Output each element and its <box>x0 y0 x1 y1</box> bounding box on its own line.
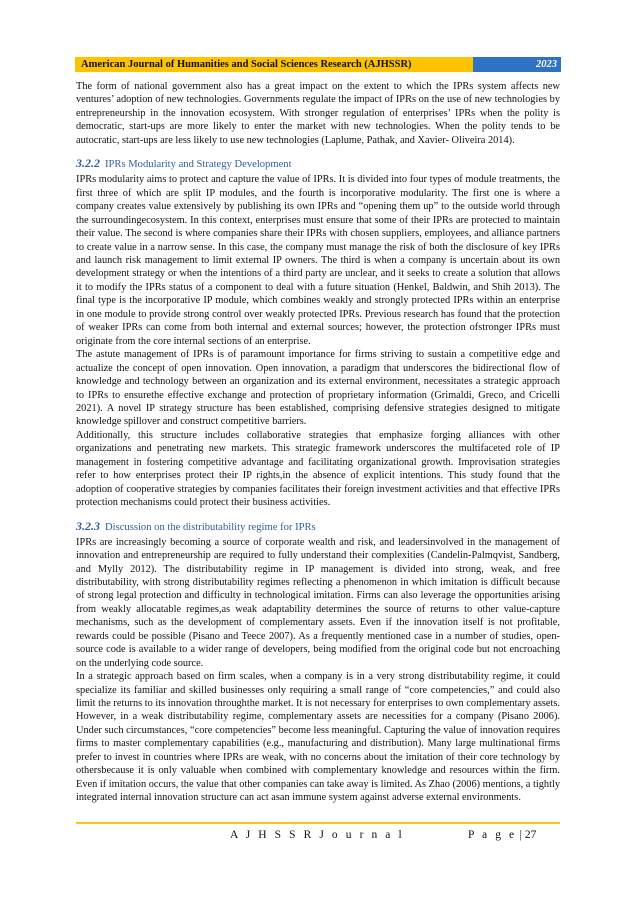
page-number: | 27 <box>519 829 537 841</box>
section-heading-distributability <box>76 519 560 535</box>
section-number: 3.2.2 <box>76 156 100 171</box>
paragraph-intro: The form of national government also has a great impact on the extent to which the IPRs system affects new ventures’ adoption of new technologies. Governments regulate the impact of IPRs on the use of new technologies by entrepreneurship in the innovation ecosystem. With stronger regulation of enterprises’ IPRs when the polity is democratic, start-ups are more likely to enter the market with new technologies. When the polity tends to be autocratic, start-ups are less likely to use new technologies (Laplume, Pathak, and Xavier- Oliveira 2014). <box>76 81 560 146</box>
paragraph: In a strategic approach based on firm scales, when a company is in a very strong distributability regime, it could specialize its familiar and skilled businesses only requiring a small range of “core competencies,” and could also limit the returns to its innovation throughthe market. It is not necessary for enterprises to own complementary assets. However, in a weak distributability regime, complementary assets are necessities for a company (Pisano 2006). Under such circumstances, “core competencies” become less meaningful. Capturing the value of innovation requires firms to master complementary capabilities (e.g., manufacturing and distribution). Many large multinational firms prefer to invest in countries where IPRs are weak, with no concerns about the imitation of their core technology by othersbecause it is only valuable when combined with complementary knowledge and resources within the firm. Even if imitation occurs, the value that other companies can take away is limited. As Zhao (2006) mentions, a tightly integrated internal innovation structure can act asan immune system against adverse external environments. <box>76 671 560 804</box>
paragraph: IPRs are increasingly becoming a source of corporate wealth and risk, and leadersinvolved in the management of innovation and entrepreneurship are required to fully understand their complexities (Candelin-Palmqvist, Sandberg, and Mylly 2012). The distributability regime in IP management is divided into strong, weak, and free distributability, with strong distributability regimes reflecting a phenomenon in which imitation is difficult because of strong legal protection and difficulty in technological imitation. Firms can also leverage the opportunities arising from weakly allocatable regimes,as weak adaptability determines the source of returns to other value-capture mechanisms, such as the development of complementary assets. Even if the innovation itself is not profitable, rewards could be possible (Pisano and Teece 2007). As a frequently mentioned case in a number of studies, open-source code is available to a wider range of developers, being modified from the original code but not encroaching on the underlying code source. <box>76 536 560 669</box>
section-heading-ipr-modularity <box>76 156 560 172</box>
article-body <box>76 80 560 805</box>
journal-year: 2023 <box>473 57 561 72</box>
footer-page-number <box>468 829 536 841</box>
footer-journal-name: A J H S S R J o u r n a l <box>230 829 405 841</box>
page-label: P a g e <box>468 829 517 841</box>
section-title: IPRs Modularity and Strategy Development <box>105 159 292 171</box>
footer-divider <box>76 822 560 824</box>
section-title: Discussion on the distributability regime for IPRs <box>105 521 316 533</box>
journal-title: American Journal of Humanities and Social Sciences Research (AJHSSR) <box>75 57 473 72</box>
paragraph: The astute management of IPRs is of paramount importance for firms striving to sustain a competitive edge and actualize the concept of open innovation. Open innovation, a paradigm that underscores the bidirectional flow of knowledge and technology between an organization and its external environment, necessitates a strategic approach to IPRs to ensurethe effective exchange and protection of proprietary information (Grimaldi, Greco, and Cricelli 2021). A novel IP strategy structure has been established, comprising defensive strategies designed to mitigate knowledge spillover and construct competitive barriers. <box>76 349 560 428</box>
section-number: 3.2.3 <box>76 518 100 533</box>
journal-header <box>75 57 561 72</box>
paragraph: Additionally, this structure includes collaborative strategies that emphasize forging alliances with other organizations and penetrating new markets. This strategic framework underscores the multifaceted role of IP management in fostering competitive advantage and facilitating organizational growth. Improvisation strategies refer to how enterprises protect their IP rights,in the absence of explicit intentions. This study found that the adoption of cooperative strategies by companies facilitates their foreign investment activities and that effective IPRs protection mechanisms could protect their business activities. <box>76 429 560 509</box>
paragraph: IPRs modularity aims to protect and capture the value of IPRs. It is divided into four types of module treatments, the first three of which are split IP modules, and the fourth is incorporative modularity. The first one is where a company creates value extensively by publishing its own IPRs and “opening them up” to the outside world through the surroundingecosystem. In this context, enterprises must ensure that some of their IPRs are protected to maintain their value. The second is where companies share their IPRs with chosen suppliers, employees, and alliance partners to create value in a narrow sense. In this case, the company must manage the risk of both the disclosure of key IPRs and launch risk management to limit external IP owners. The third is when a company is uncertain about its own development strategy or when the intentions of a third party are unclear, and it seeks to create a solution that allows it to modify the IPRs status of a component to deal with a future situation (Henkel, Baldwin, and Shih 2013). The final type is the incorporative IP module, which combines weakly and strongly protected IPRs within an enterprise in one module to provide strong control over weakly protected IPRs. Previous research has found that the protection of weaker IPRs can come from both internal and external sources; however, the protection ofstronger IPRs must originate from the core internal sections of an enterprise. <box>76 174 560 347</box>
